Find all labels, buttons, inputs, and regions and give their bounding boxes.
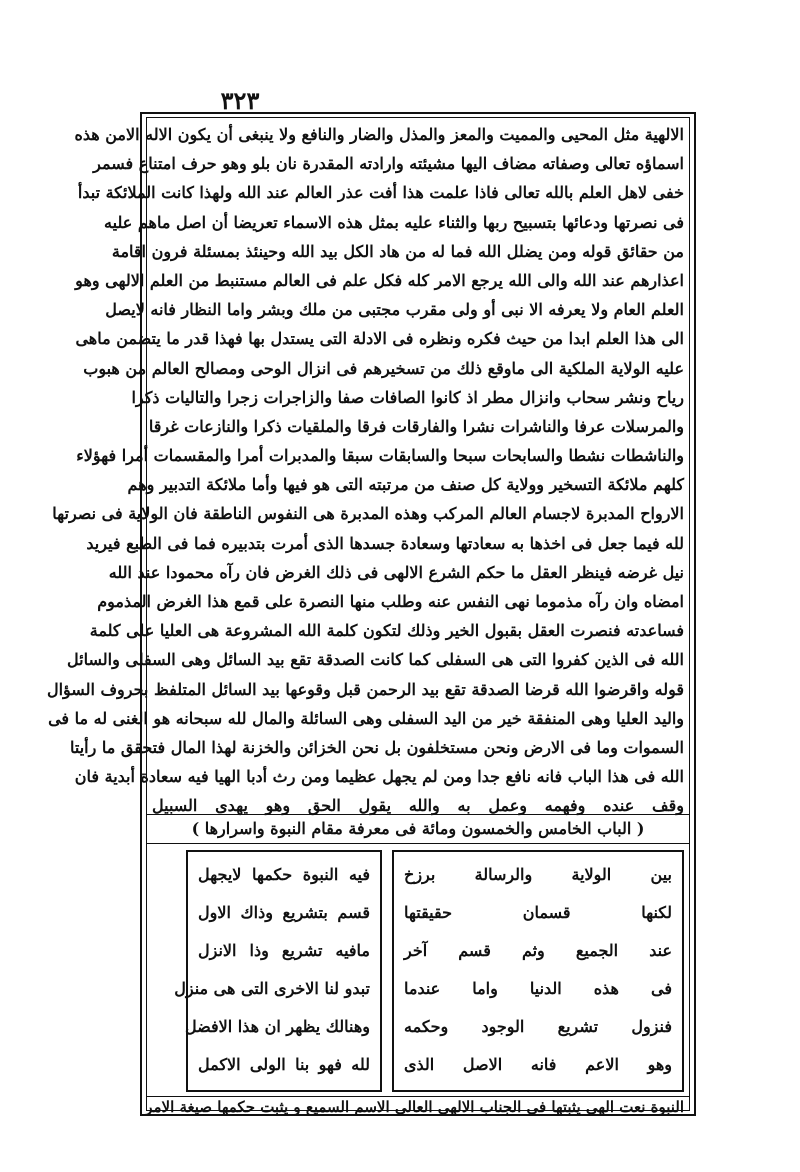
text-line: فساعدته فنصرت العقل بقبول الخير وذلك لتكون كلمة الله المشروعة هى العليا على كلمة: [89, 621, 684, 641]
poem-verse: عند الجميع وثم قسم آخر: [404, 941, 672, 960]
text-line: قوله واقرضوا الله قرضا الصدقة تقع بيد الرحمن قبل وقوعها بيد السائل المتلفظ بحروف السؤال: [46, 679, 684, 699]
text-line: الله فى الذين كفروا التى هى السفلى كما كانت الصدقة تقع بيد السائل وهى السفلى والسائل: [67, 650, 684, 670]
poem-verse: تبدو لنا الاخرى التى هى منزل: [174, 979, 370, 998]
poem-verse: قسم بتشريع وذاك الاول: [198, 903, 370, 922]
text-line: والمرسلات عرفا والناشرات نشرا والفارقات فرقا والملقيات ذكرا والنازعات غرقا: [148, 416, 684, 436]
poem-verse: وهو الاعم فانه الاصل الذى: [404, 1055, 672, 1074]
text-line: والناشطات نشطا والسابحات سبحا والسابقات سبقا والمدبرات أمرا والمقسمات أمرا فهؤلاء: [76, 446, 684, 466]
text-line: الالهية مثل المحيى والمميت والمعز والمذل والضار والنافع ولا ينبغى أن يكون الاله الامن هذه: [74, 125, 684, 144]
poem-column-right: [392, 850, 684, 1092]
poem-verse: وهنالك يظهر ان هذا الافضل: [185, 1017, 370, 1036]
text-line: نيل غرضه فينظر العقل ما حكم الشرع الالهى فى ذلك الغرض فان رآه محمودا عند الله: [108, 562, 684, 582]
text-line: واليد العليا وهى المنفقة خير من اليد السفلى وهى السائلة والمال لله سبحانه هو الغنى له ما فى: [48, 708, 684, 728]
poem-verse: فيه النبوة حكمها لايجهل: [198, 865, 370, 884]
text-line: كلهم ملائكة التسخير وولاية كل صنف من مرتبته التى هو فيها وأما ملائكة التدبير وهم: [127, 475, 684, 495]
text-line: وقف عنده وفهمه وعمل به والله يقول الحق وهو يهدى السبيل: [152, 796, 684, 816]
poem-verse: فى هذه الدنيا واما عندما: [404, 979, 672, 998]
text-line: العلم العام ولا يعرفه الا نبى أو ولى مقرب مجتبى من ملك وبشر واما النظار فانه لايصل: [105, 300, 684, 320]
text-line: اسماؤه تعالى وصفاته مضاف اليها مشيئته وارادته المقدرة نان بلو وهو حرف امتناع فسمر: [93, 154, 684, 174]
text-line: رياح ونشر سحاب وانزال مطر اذ كانوا الصافات صفا والزاجرات زجرا والتاليات ذكرا: [131, 387, 684, 407]
text-line: من حقائق قوله ومن يضلل الله فما له من هاد الكل بيد الله وحينئذ بمسئلة فرون اقامة: [111, 241, 684, 261]
poem-column-left: [174, 850, 382, 1092]
poem-verse: بين الولاية والرسالة برزخ: [404, 865, 672, 884]
text-line: خفى لاهل العلم بالله تعالى فاذا علمت هذا أفت عذر العالم عند الله ولهذا كانت الملائكة تبدأ: [77, 183, 684, 203]
footer-text-line: النبوة نعت الهى يثبتها فى الجناب الالهى العالى الاسم السميع و يثبت حكمها صيغة الامر: [146, 1096, 690, 1116]
page-number: ٣٢٣: [220, 86, 260, 115]
text-line: فى نصرتها ودعائها بتسبيح ربها والثناء عليه بمثل هذه الاسماء تعريضا أن اصل ماهم عليه: [104, 212, 684, 232]
text-line: الارواح المدبرة لاجسام العالم المركب وهذه المدبرة هى النفوس الناطقة فان الولاية فى نصرتها: [52, 504, 684, 524]
text-line: الله فى هذا الباب فانه نافع جدا ومن لم يجهل عظيما ومن رث أدبا الهيا فيه سعادة أبدية فان: [74, 767, 684, 787]
poem-verse: لله فهو بنا الولى الاكمل: [198, 1055, 370, 1074]
poem-verse: لكنها قسمان حقيقتها: [404, 903, 672, 922]
text-line: عليه الولاية الملكية الى ماوقع ذلك من تسخيرهم فى انزال الوحى ومصالح العالم من هبوب: [83, 358, 684, 378]
text-line: لله فيما جعل فى اخذها به سعادتها وسعادة جسدها الذى أمرت بتدبيره فما فى الطبع فيريد: [86, 533, 684, 553]
text-line: الى هذا العلم ابدا من حيث فكره ونظره فى الادلة التى يستدل بها فهذا قدر ما يتضمن ماهى: [75, 329, 684, 349]
main-text-block: [46, 120, 684, 821]
text-line: اعذارهم عند الله والى الله يرجع الامر كله فكل علم فى العالم مستنبط من العلم الالهى وهو: [75, 270, 684, 290]
poem-verse: مافيه تشريع وذا الانزل: [198, 941, 370, 960]
chapter-heading: ( الباب الخامس والخمسون ومائة فى معرفة مقام النبوة واسرارها ): [146, 814, 690, 844]
poem-verse: فنزول تشريع الوجود وحكمه: [404, 1017, 672, 1036]
text-line: امضاه وان رآه مذموما نهى النفس عنه وطلب منها النصرة على قمع هذا الغرض المذموم: [97, 592, 684, 611]
text-line: السموات وما فى الارض ونحن مستخلفون بل نحن الخزائن والخزنة لهذا المال فتحقق ما رأيتا: [70, 737, 684, 757]
